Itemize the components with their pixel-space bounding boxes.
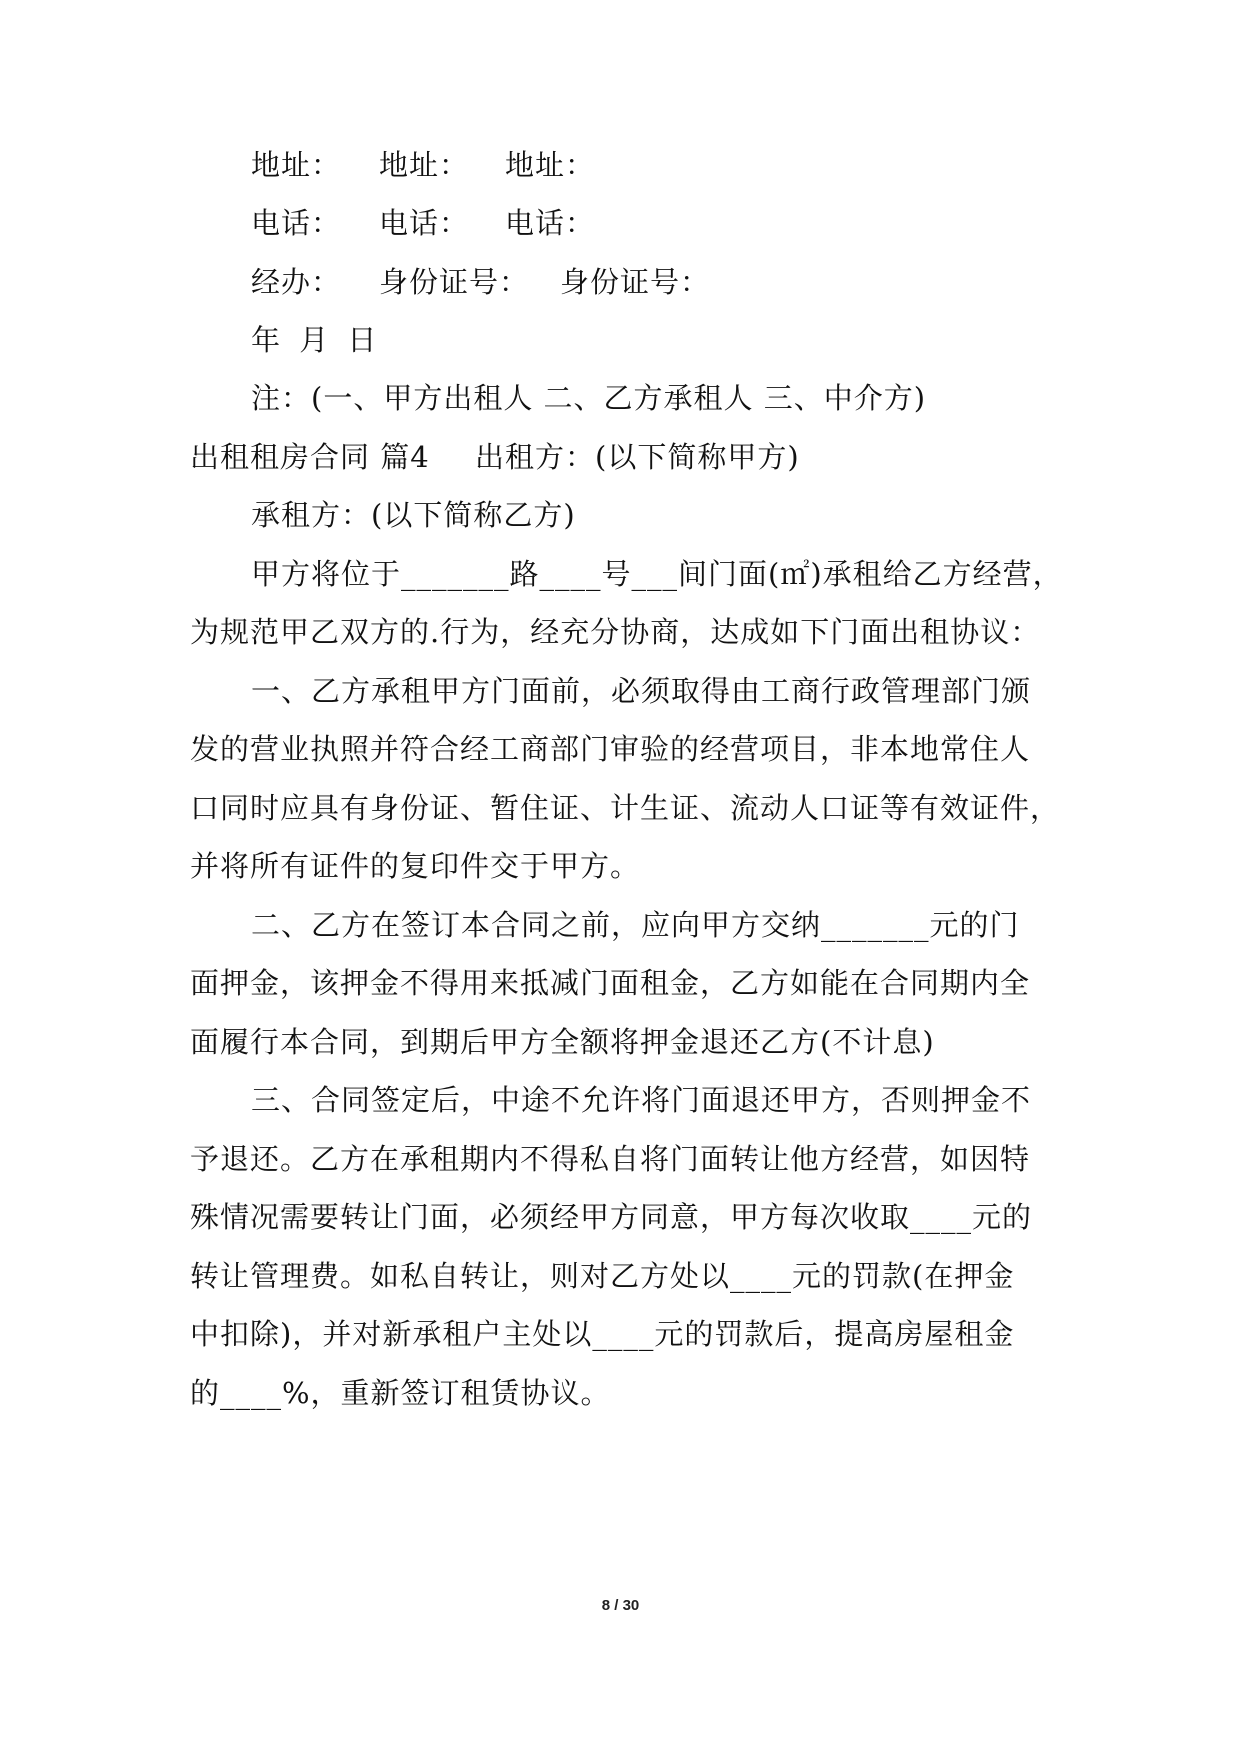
body-line: 殊情况需要转让门面，必须经甲方同意，甲方每次收取____元的 [190,1200,1033,1234]
phone-row [251,203,595,243]
phone-label-3: 电话： [505,206,596,240]
body-line: 面押金，该押金不得用来抵减门面租金，乙方如能在合同期内全 [190,966,1031,1000]
date-line: 年 月 日 [251,323,378,357]
page-number: 8 / 30 [601,1597,640,1614]
body-line: 甲方将位于_______路____号___间门面(㎡)承租给乙方经营， [251,557,1063,591]
body-line: 予退还。乙方在承租期内不得私自将门面转让他方经营，如因特 [190,1142,1031,1176]
body-line: 的____%，重新签订租赁协议。 [190,1376,611,1410]
body-line: 并将所有证件的复印件交于甲方。 [190,849,641,883]
body-line: 面履行本合同，到期后甲方全额将押金退还乙方(不计息) [190,1025,935,1059]
contract-heading: 出租租房合同 篇4 [190,440,430,474]
body-line: 一、乙方承租甲方门面前，必须取得由工商行政管理部门颁 [251,674,1032,708]
body-line: 口同时应具有身份证、暂住证、计生证、流动人口证等有效证件， [190,791,1061,825]
body-line: 为规范甲乙双方的.行为，经充分协商，达成如下门面出租协议： [190,615,1041,649]
id-number-label-1: 身份证号： [379,265,530,299]
phone-label-1: 电话： [251,206,342,240]
id-number-label-2: 身份证号： [560,265,711,299]
body-line: 中扣除)，并对新承租户主处以____元的罚款后，提高房屋租金 [190,1317,1015,1351]
id-row [251,262,710,302]
party-note: 注：(一、甲方出租人 二、乙方承租人 三、中介方) [251,381,927,415]
address-label-2: 地址： [379,148,470,182]
handler-label: 经办： [251,265,342,299]
body-line: 转让管理费。如私自转让，则对乙方处以____元的罚款(在押金 [190,1259,1015,1293]
address-row [251,145,595,185]
phone-label-2: 电话： [379,206,470,240]
body-line: 二、乙方在签订本合同之前，应向甲方交纳_______元的门 [251,908,1020,942]
body-line: 三、合同签定后，中途不允许将门面退还甲方，否则押金不 [251,1083,1032,1117]
lessee-line: 承租方：(以下简称乙方) [251,498,576,532]
body-line: 发的营业执照并符合经工商部门审验的经营项目，非本地常住人 [190,732,1031,766]
lessor-line: 出租方：(以下简称甲方) [475,440,800,474]
contract-heading-row [190,437,800,477]
address-label-3: 地址： [505,148,596,182]
address-label-1: 地址： [251,148,342,182]
